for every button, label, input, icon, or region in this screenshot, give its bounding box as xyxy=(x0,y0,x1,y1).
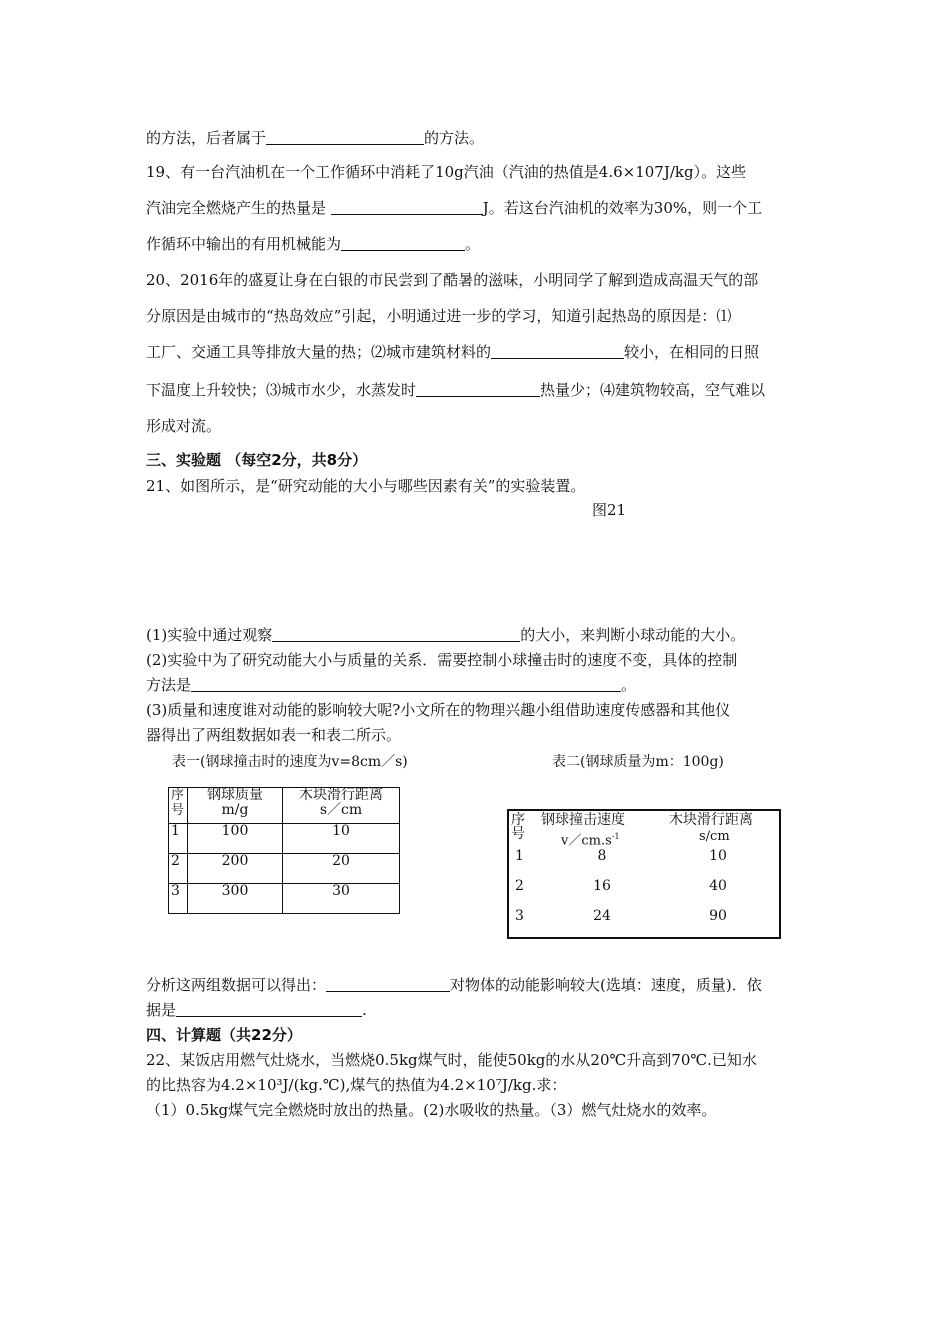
analysis-line-2 xyxy=(146,1000,367,1020)
text: 。 xyxy=(465,235,481,253)
table-2 xyxy=(507,809,781,939)
header-mass xyxy=(188,788,283,824)
text: s／cm xyxy=(319,802,363,818)
text: 的方法，后者属于 xyxy=(146,129,267,147)
header-seq-1: 序 xyxy=(511,812,525,828)
q19-line-2 xyxy=(146,198,762,218)
answer-blank[interactable] xyxy=(491,344,624,359)
header-distance-unit: s/cm xyxy=(699,829,730,844)
answer-blank[interactable] xyxy=(341,236,465,251)
table-1 xyxy=(168,787,400,914)
q21-part-2-line-2 xyxy=(146,675,636,695)
cell-distance: 30 xyxy=(283,884,400,914)
text: 下温度上升较快；⑶城市水少，水蒸发时 xyxy=(146,381,417,399)
cell-mass: 100 xyxy=(188,824,283,854)
cell-seq: 1 xyxy=(169,824,188,854)
cell-seq: 3 xyxy=(515,908,524,924)
q19-line-1: 19、有一台汽油机在一个工作循环中消耗了10g汽油（汽油的热值是4.6×107J/kg）。这些 xyxy=(146,163,747,181)
answer-blank[interactable] xyxy=(176,1002,362,1017)
q22-line-1: 22、某饭店用燃气灶烧水，当燃烧0.5kg煤气时，能使50kg的水从20℃升高到70℃.已知水 xyxy=(146,1051,757,1069)
text: 作循环中输出的有用机械能为 xyxy=(146,235,342,253)
text: 的方法。 xyxy=(424,129,485,147)
section-3-heading: 三、实验题 （每空2分，共8分） xyxy=(146,451,368,469)
q19-line-3 xyxy=(146,234,480,254)
text: 较小，在相同的日照 xyxy=(624,343,760,361)
text: 木块滑行距离 xyxy=(299,787,383,803)
cell-mass: 300 xyxy=(188,884,283,914)
analysis-line-1 xyxy=(146,975,762,995)
header-seq: 序号 xyxy=(169,788,188,824)
table-1-caption: 表一(钢球撞击时的速度为v=8cm／s) xyxy=(172,754,408,770)
q20-line-4 xyxy=(146,380,765,400)
answer-blank[interactable] xyxy=(272,627,520,642)
text: . xyxy=(362,1001,367,1019)
header-seq-2: 号 xyxy=(511,826,525,842)
q21-part-3-line-2: 器得出了两组数据如表一和表二所示。 xyxy=(146,726,402,744)
text: 汽油完全燃烧产生的热量是 xyxy=(146,199,331,217)
header-distance: 木块滑行距离 xyxy=(669,812,753,828)
text: m/g xyxy=(221,802,249,818)
text: 钢球质量 xyxy=(207,787,263,803)
text: 方法是 xyxy=(146,676,192,694)
header-speed: 钢球撞击速度 xyxy=(541,812,625,828)
q22-line-2: 的比热容为4.2×10³J/(kg.℃),煤气的热值为4.2×10⁷J/kg.求： xyxy=(146,1076,567,1094)
answer-blank[interactable] xyxy=(191,677,621,692)
text: 热量少；⑷建筑物较高，空气难以 xyxy=(540,381,766,399)
answer-blank[interactable] xyxy=(416,382,540,397)
cell-seq: 1 xyxy=(515,848,524,864)
q20-line-3 xyxy=(146,342,759,362)
cell-mass: 200 xyxy=(188,854,283,884)
cell-speed: 8 xyxy=(597,848,607,864)
q21-part-3-line-1: (3)质量和速度谁对动能的影响较大呢?小文所在的物理兴趣小组借助速度传感器和其他仪 xyxy=(146,701,731,719)
table-row xyxy=(169,824,400,854)
table-header-row xyxy=(169,788,400,824)
text: 分析这两组数据可以得出： xyxy=(146,976,327,994)
q21-intro: 21、如图所示，是“研究动能的大小与哪些因素有关”的实验装置。 xyxy=(146,477,586,495)
q20-line-5: 形成对流。 xyxy=(146,417,222,435)
table-row xyxy=(169,884,400,914)
text: 对物体的动能影响较大(选填：速度，质量)．依 xyxy=(450,976,762,994)
q21-part-2-line-1: (2)实验中为了研究动能大小与质量的关系．需要控制小球撞击时的速度不变，具体的控制 xyxy=(146,651,738,669)
text: 据是 xyxy=(146,1001,177,1019)
text: J。若这台汽油机的效率为30%，则一个工 xyxy=(482,199,763,217)
cell-seq: 2 xyxy=(515,878,524,894)
cell-speed: 16 xyxy=(593,878,611,894)
section-4-heading: 四、计算题（共22分） xyxy=(146,1026,302,1044)
figure-label: 图21 xyxy=(592,501,627,519)
cell-distance: 40 xyxy=(709,878,727,894)
text: v／cm.s xyxy=(561,833,612,849)
header-speed-unit xyxy=(561,829,620,848)
header-distance xyxy=(283,788,400,824)
q22-line-3: （1）0.5kg煤气完全燃烧时放出的热量。(2)水吸收的热量。（3）燃气灶烧水的效率。 xyxy=(146,1101,717,1119)
line-1 xyxy=(146,128,484,148)
q20-line-2: 分原因是由城市的“热岛效应”引起，小明通过进一步的学习，知道引起热岛的原因是：⑴ xyxy=(146,307,732,325)
table-row xyxy=(169,854,400,884)
cell-distance: 10 xyxy=(709,848,727,864)
table-2-caption: 表二(钢球质量为m：100g) xyxy=(552,754,724,770)
text: 工厂、交通工具等排放大量的热；⑵城市建筑材料的 xyxy=(146,343,492,361)
text: 的大小，来判断小球动能的大小。 xyxy=(520,626,746,644)
text: (1)实验中通过观察 xyxy=(146,626,273,644)
q20-line-1: 20、2016年的盛夏让身在白银的市民尝到了酷暑的滋味，小明同学了解到造成高温天气的部 xyxy=(146,271,759,289)
cell-distance: 20 xyxy=(283,854,400,884)
answer-blank[interactable] xyxy=(326,977,450,992)
cell-distance: 90 xyxy=(709,908,727,924)
q21-part-1 xyxy=(146,625,745,645)
text: 。 xyxy=(621,676,637,694)
cell-speed: 24 xyxy=(593,908,611,924)
cell-distance: 10 xyxy=(283,824,400,854)
exponent: -1 xyxy=(611,832,620,841)
cell-seq: 2 xyxy=(169,854,188,884)
answer-blank[interactable] xyxy=(331,200,483,215)
answer-blank[interactable] xyxy=(266,130,424,145)
cell-seq: 3 xyxy=(169,884,188,914)
